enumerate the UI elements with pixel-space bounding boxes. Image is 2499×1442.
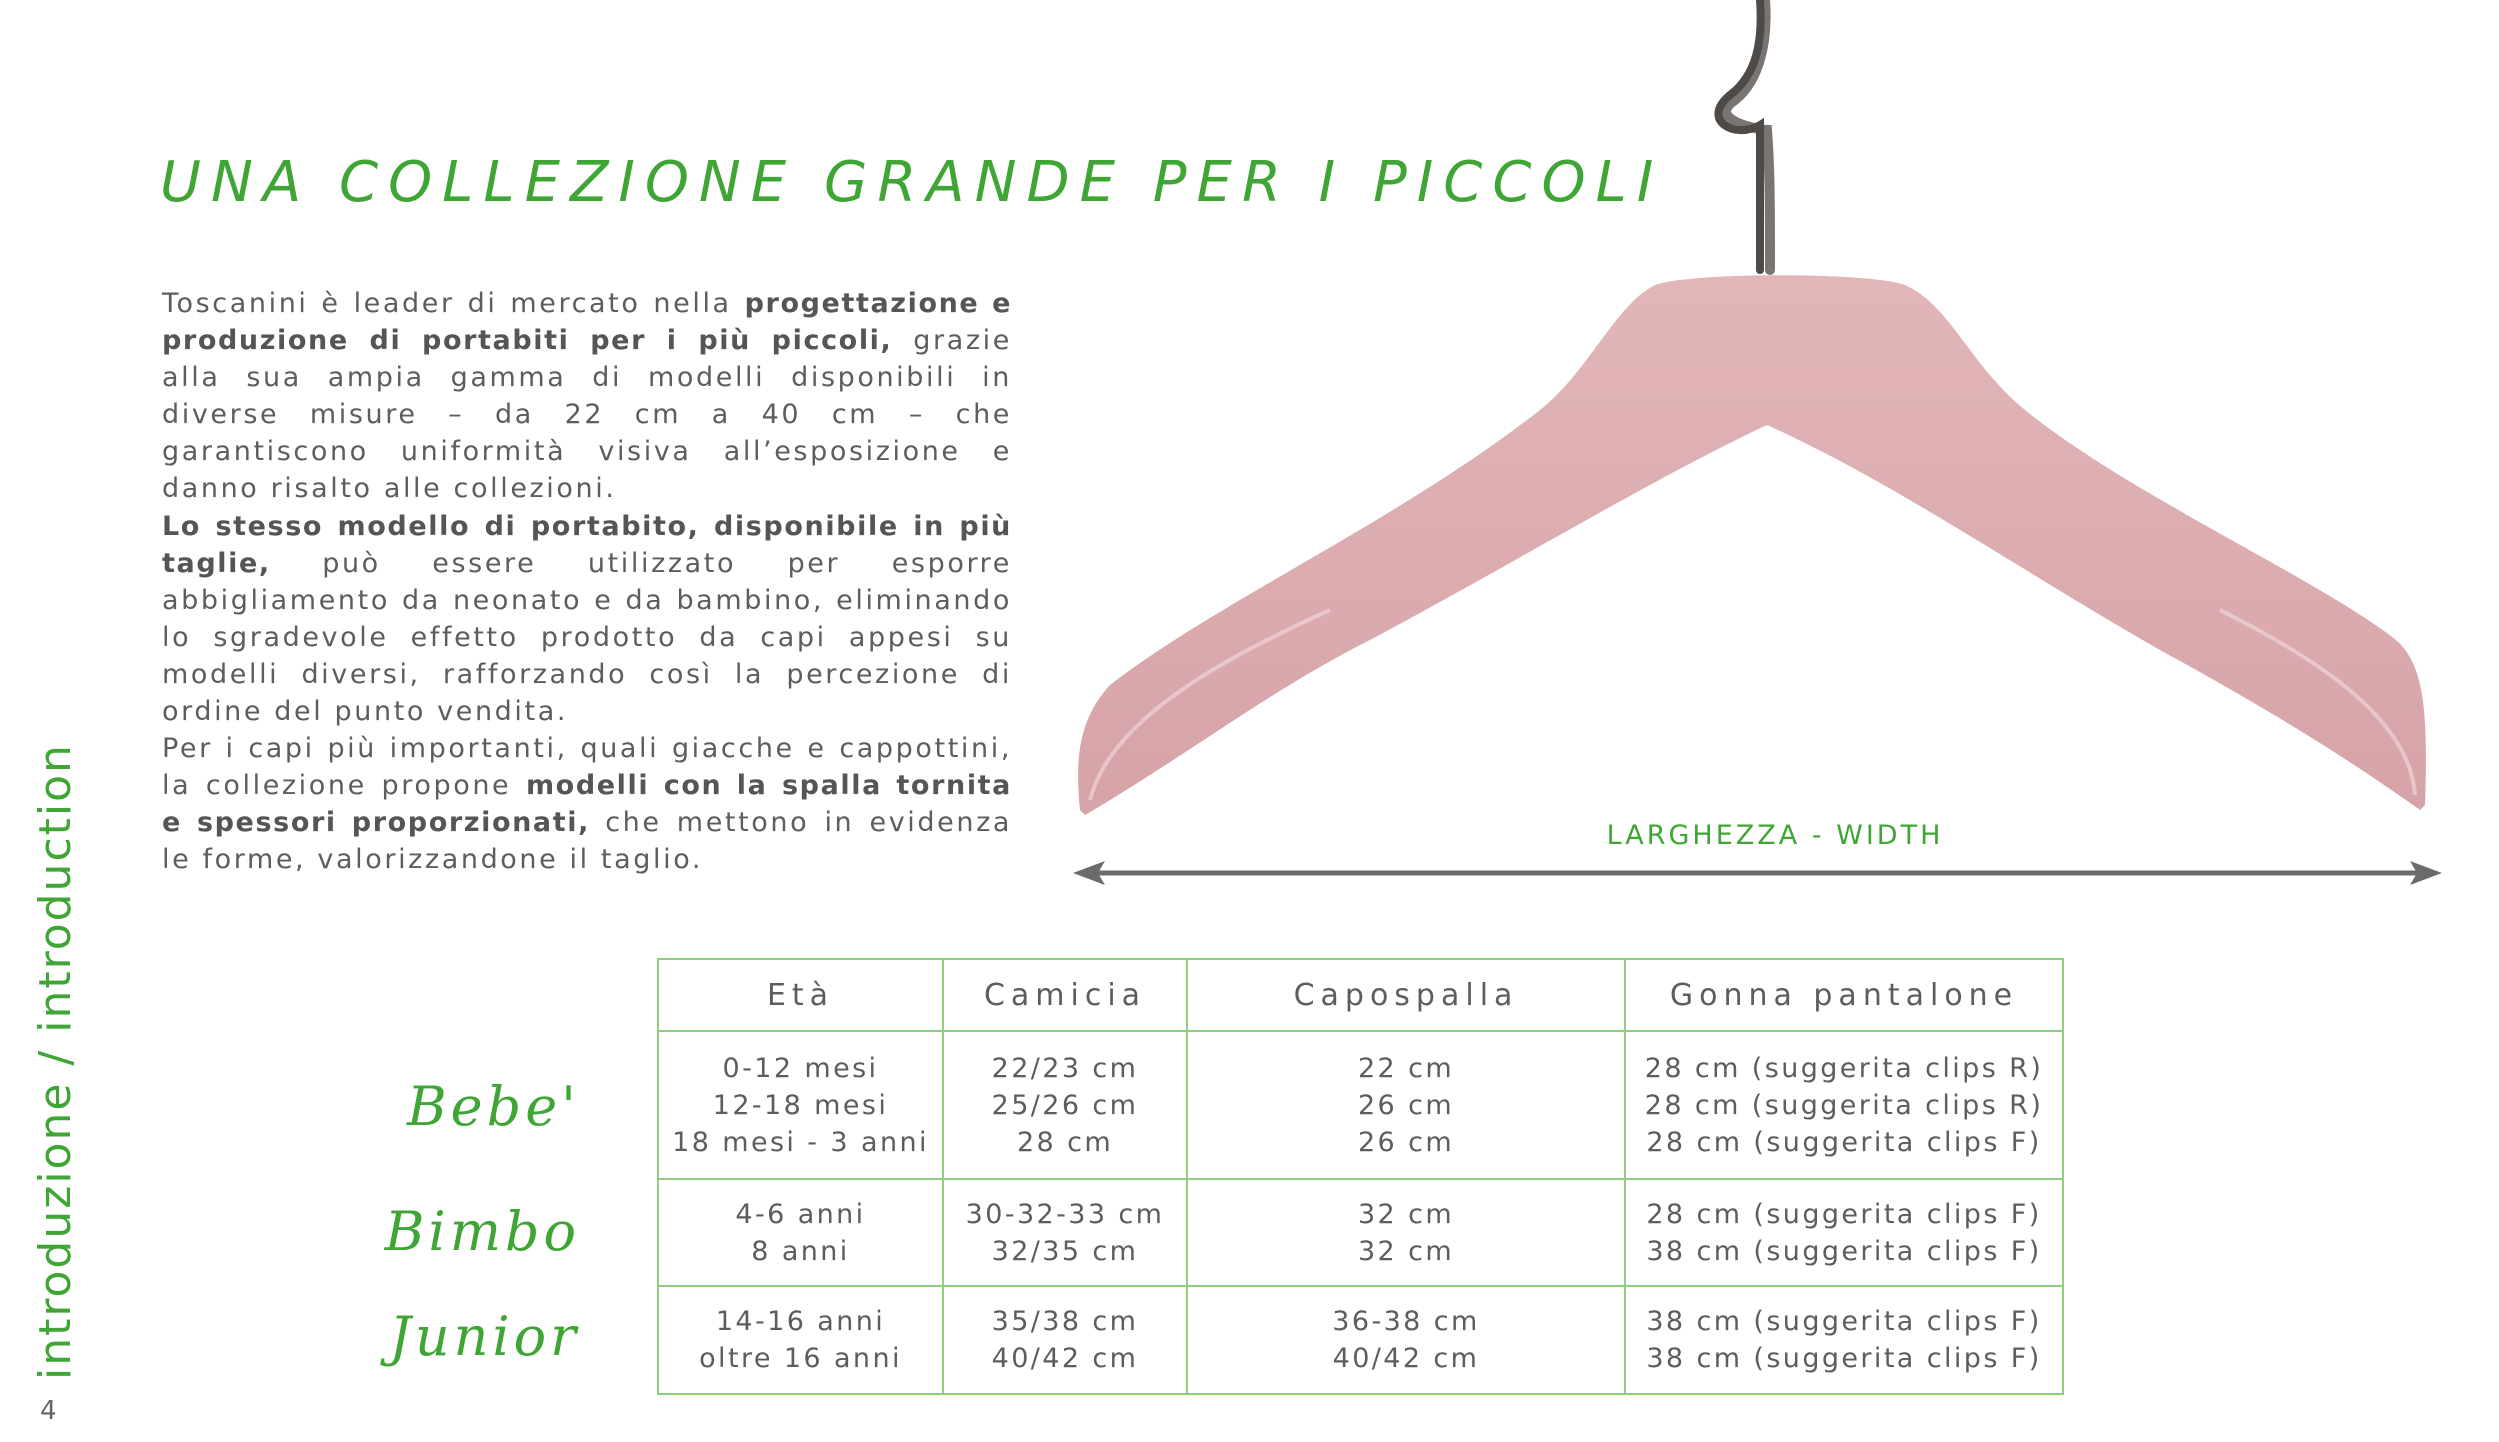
cell-line: 12-18 mesi [712,1089,889,1121]
cell-line: oltre 16 anni [699,1343,902,1374]
cell-line: 28 cm (suggerita clips R) [1644,1089,2044,1121]
cell-line: 28 cm (suggerita clips R) [1644,1052,2044,1084]
cell-line: 28 cm [1016,1126,1114,1158]
paragraph-text: Per i capi più importanti, quali giacche e cappottini, la collezione propone [162,733,1012,801]
cell-line: 26 cm [1357,1126,1455,1158]
cell-camicia [943,1286,1187,1394]
cell-line: 36-38 cm [1332,1306,1480,1337]
cell-line: 40/42 cm [1332,1343,1480,1374]
cell-eta [658,1179,943,1286]
intro-paragraph-3 [162,730,1012,878]
cell-line: 14-16 anni [715,1306,886,1337]
cell-line: 25/26 cm [991,1089,1139,1121]
paragraph-text: Toscanini è leader di mercato nella [162,288,745,319]
hanger-body [1078,275,2426,815]
cell-line: 26 cm [1357,1089,1455,1121]
cell-camicia [943,1031,1187,1179]
intro-paragraph-1 [162,285,1012,507]
cell-line: 38 cm (suggerita clips F) [1646,1343,2042,1374]
paragraph-text: che mettono in evidenza le forme, valorizzandone il taglio. [162,807,1012,875]
cell-line: 0-12 mesi [722,1052,879,1084]
cell-line: 30-32-33 cm [965,1198,1165,1230]
paragraph-bold-text: progettazione e produzione di portabiti per i più piccoli, [162,288,1012,356]
group-label-bimbo: Bimbo [384,1200,580,1263]
cell-capospalla [1187,1031,1625,1179]
cell-camicia [943,1179,1187,1286]
cell-capospalla [1187,1179,1625,1286]
page-title: UNA COLLEZIONE GRANDE PER I PICCOLI [160,150,1664,215]
section-sidebar-label: introduzione / introduction [30,743,81,1380]
cell-gonna [1625,1179,2063,1286]
cell-eta [658,1286,943,1394]
width-label: LARGHEZZA - WIDTH [1606,820,1944,851]
cell-line: 32 cm [1357,1198,1455,1230]
cell-capospalla [1187,1286,1625,1394]
header-eta: Età [658,959,943,1031]
group-label-junior: Junior [389,1305,580,1368]
paragraph-bold-text: modelli con la spalla tornita e spessori proporzionati, [162,770,1012,838]
paragraph-text: può essere utilizzato per esporre abbigliamento da neonato e da bambino, eliminando lo sgradevole effetto prodotto da capi appesi su modelli diversi, rafforzando così la percezione di ordine del punto vendita. [162,548,1012,727]
cell-gonna [1625,1286,2063,1394]
cell-line: 32 cm [1357,1235,1455,1267]
cell-line: 28 cm (suggerita clips F) [1646,1126,2042,1158]
size-table [657,958,2064,1395]
cell-gonna [1625,1031,2063,1179]
cell-line: 22 cm [1357,1052,1455,1084]
cell-eta [658,1031,943,1179]
header-gonna-pantalone: Gonna pantalone [1625,959,2063,1031]
paragraph-text: grazie alla sua ampia gamma di modelli disponibili in diverse misure – da 22 cm a 40 cm – che garantiscono uniformità visiva all’esposizione e danno risalto alle collezioni. [162,325,1012,504]
header-capospalla: Capospalla [1187,959,1625,1031]
cell-line: 8 anni [751,1235,850,1267]
page-number: 4 [40,1396,57,1426]
cell-line: 22/23 cm [991,1052,1139,1084]
cell-line: 40/42 cm [991,1343,1139,1374]
cell-line: 35/38 cm [991,1306,1139,1337]
cell-line: 28 cm (suggerita clips F) [1646,1198,2042,1230]
table-row [658,1179,2063,1286]
table-header-row [658,959,2063,1031]
cell-line: 38 cm (suggerita clips F) [1646,1235,2042,1267]
double-arrow-width [1073,861,2442,885]
cell-line: 4-6 anni [735,1198,866,1230]
header-camicia: Camicia [943,959,1187,1031]
intro-paragraph-2 [162,508,1012,730]
table-row [658,1031,2063,1179]
table-row [658,1286,2063,1394]
paragraph-bold-text: Lo stesso modello di portabito, disponibile in più taglie, [162,511,1012,579]
group-label-bebe: Bebe' [406,1075,580,1138]
cell-line: 32/35 cm [991,1235,1139,1267]
pink-hanger-illustration [1070,0,2450,900]
cell-line: 18 mesi - 3 anni [672,1126,929,1158]
cell-line: 38 cm (suggerita clips F) [1646,1306,2042,1337]
